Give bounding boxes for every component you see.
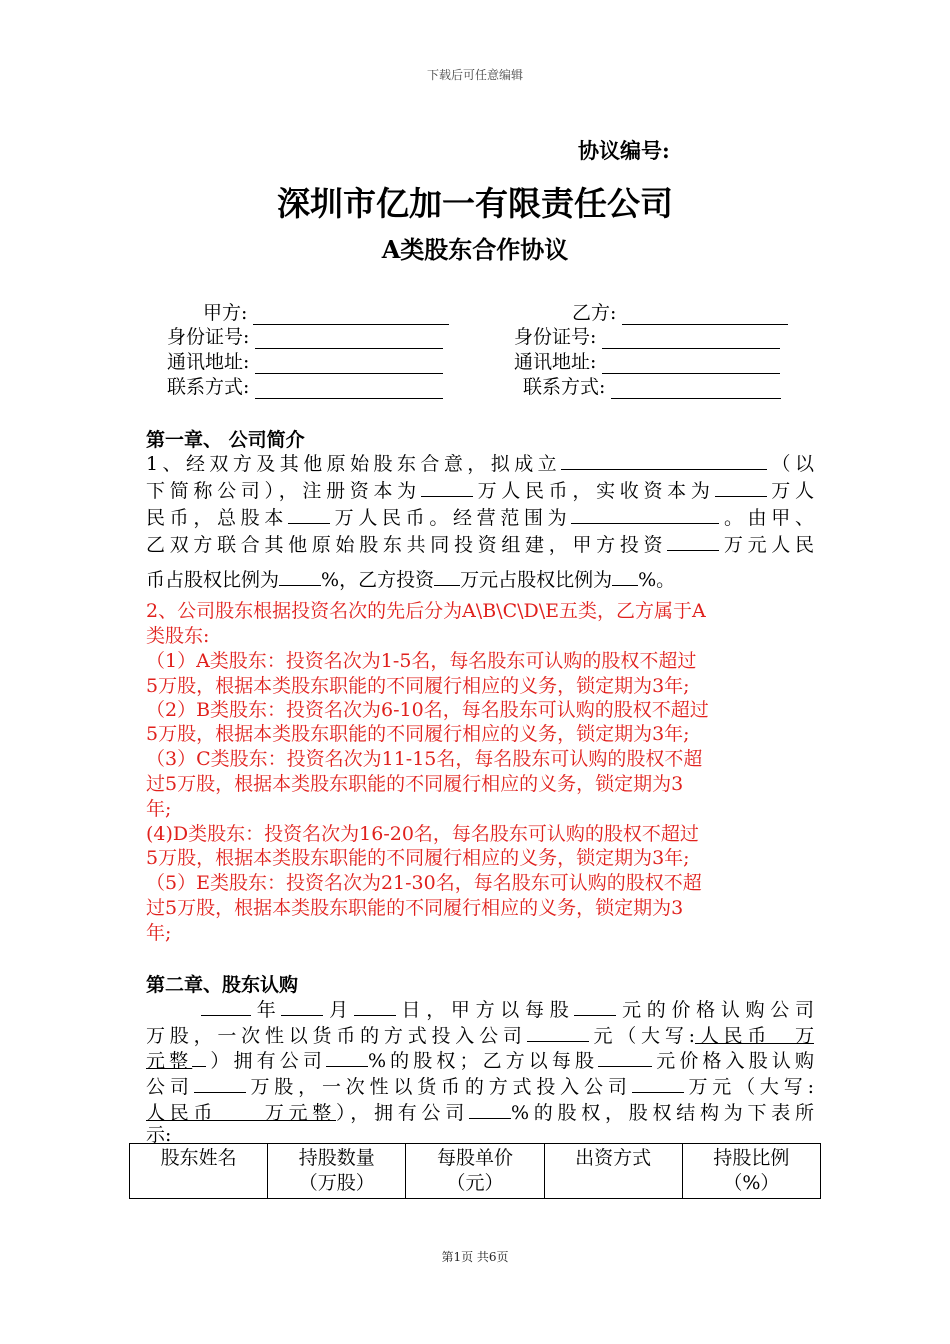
party-a-ratio-blank[interactable] [279, 565, 321, 586]
year-blank[interactable] [201, 995, 251, 1016]
company-name-blank[interactable] [561, 449, 767, 470]
party-b-id-row [514, 322, 780, 349]
party-b-price-blank[interactable] [598, 1046, 652, 1067]
party-a-investment-blank[interactable] [667, 530, 719, 551]
party-a-addr-row [167, 347, 443, 374]
chapter-1-para-1-line-4 [146, 530, 814, 559]
chapter-2-line-3 [146, 1046, 814, 1075]
text-run: 万股，一次性以货币的方式投入公司 [146, 1025, 527, 1047]
header-line: （元） [446, 1172, 504, 1194]
shareholder-class-line: （3）C类股东：投资名次为11-15名，每名股东可认购的股权不超 [146, 748, 703, 770]
text-run: 万人民币，实收资本为 [472, 480, 715, 502]
party-b-addr-row [514, 347, 780, 374]
shareholder-class-line: （2）B类股东：投资名次为6-10名，每名股东可认购的股权不超过 [146, 699, 709, 721]
party-a-addr-label: 通讯地址: [167, 351, 250, 373]
shareholder-class-line: 年; [146, 922, 172, 944]
header-line: 每股单价 [436, 1147, 513, 1169]
agreement-number-label: 协议编号: [578, 138, 670, 163]
table-header-cell [406, 1144, 544, 1199]
day-blank[interactable] [354, 995, 396, 1016]
text-run: 万元占股权比例为 [460, 569, 613, 591]
chapter-1-para-1-line-5 [146, 565, 814, 594]
party-b-amount-blank[interactable] [632, 1072, 684, 1093]
text-run: 月 [323, 999, 354, 1021]
text-run: %的股权；乙方以每股 [367, 1050, 599, 1072]
text-run: 万人 [766, 480, 814, 502]
party-a-contact-blank[interactable] [255, 378, 443, 399]
text-run: 。由甲、 [719, 507, 814, 529]
month-blank[interactable] [281, 995, 323, 1016]
shareholder-class-line: （1）A类股东：投资名次为1-5名，每名股东可认购的股权不超过 [146, 650, 697, 672]
table-header-cell [130, 1144, 268, 1199]
party-b-label: 乙方: [572, 302, 617, 324]
paid-capital-blank[interactable] [715, 476, 767, 497]
chapter-1-para-2-line-1: 2、公司股东根据投资名次的先后分为A\B\C\D\E五类，乙方属于A [146, 600, 706, 622]
party-a-contact-label: 联系方式: [167, 376, 250, 398]
chapter-2-heading: 第二章、股东认购 [146, 974, 299, 996]
shareholder-class-line: 年; [146, 798, 172, 820]
shareholder-class-line: （5）E类股东：投资名次为21-30名，每名股东可认购的股权不超 [146, 872, 702, 894]
total-shares-blank[interactable] [288, 503, 330, 524]
company-name: 深圳市亿加一有限责任公司 [277, 184, 673, 223]
text-run: 下简称公司），注册资本为 [146, 480, 421, 502]
party-a-row [203, 298, 449, 325]
text-run: 币占股权比例为 [146, 569, 280, 591]
party-a-contact-row [167, 372, 443, 399]
header-line: 持股比例 [713, 1147, 790, 1169]
page-header-note: 下载后可任意编辑 [426, 68, 523, 82]
party-a-addr-blank[interactable] [255, 353, 443, 374]
chapter-1-para-1-line-1 [146, 449, 814, 478]
table-header-cell [682, 1144, 820, 1199]
text-run: 万股，一次性以货币的方式投入公司 [245, 1076, 632, 1098]
text-run: 元整 [146, 1050, 193, 1072]
shareholder-class-line: 5万股，根据本类股东职能的不同履行相应的义务，锁定期为3年; [146, 847, 690, 869]
table-header-row [130, 1144, 821, 1199]
text-run: %，乙方投资 [321, 569, 435, 591]
chapter-2-line-1 [146, 995, 814, 1024]
text-run: 万人民币。经营范围为 [330, 507, 572, 529]
equity-structure-table [129, 1143, 821, 1199]
party-a-price-blank[interactable] [574, 995, 616, 1016]
page-footer: 第1页 共6页 [441, 1250, 509, 1264]
party-b-id-blank[interactable] [602, 328, 780, 349]
text-run: 乙双方联合其他原始股东共同投资组建，甲方投资 [146, 534, 668, 556]
party-b-percent-blank[interactable] [469, 1098, 511, 1119]
party-b-investment-blank[interactable] [434, 565, 460, 586]
text-run: 1、经双方及其他原始股东合意，拟成立 [146, 453, 562, 475]
text-run: 万元人民 [719, 534, 814, 556]
party-a-label: 甲方: [203, 302, 248, 324]
party-b-contact-row [523, 372, 781, 399]
text-run: 元价格入股认购 [652, 1050, 814, 1072]
text-run: 民币，总股本 [146, 507, 288, 529]
text-run: 人民币 万元整 [146, 1102, 336, 1124]
shareholder-class-line: 过5万股，根据本类股东职能的不同履行相应的义务，锁定期为3 [146, 773, 684, 795]
header-line: 出资方式 [575, 1147, 652, 1169]
text-run: ），拥有公司 [335, 1102, 469, 1124]
shareholder-class-line: 过5万股，根据本类股东职能的不同履行相应的义务，锁定期为3 [146, 897, 684, 919]
table-header-cell [268, 1144, 406, 1199]
party-b-ratio-blank[interactable] [612, 565, 638, 586]
text-run: 元（大写: [588, 1025, 696, 1047]
header-line: （%） [723, 1172, 780, 1194]
text-run: 日，甲方以每股 [395, 999, 575, 1021]
text-run: （以 [767, 453, 814, 475]
header-line: （万股） [298, 1172, 375, 1194]
text-run: 万元（大写: [683, 1076, 814, 1098]
text-run: 年 [251, 999, 282, 1021]
party-b-addr-blank[interactable] [602, 353, 780, 374]
chapter-2-line-6: 示: [146, 1124, 172, 1146]
shareholder-class-line: 5万股，根据本类股东职能的不同履行相应的义务，锁定期为3年; [146, 723, 690, 745]
table-header-cell [544, 1144, 682, 1199]
registered-capital-blank[interactable] [421, 476, 473, 497]
text-run: %的股权，股权结构为下表所 [510, 1102, 814, 1124]
chapter-1-para-1-line-2 [146, 476, 814, 505]
chapter-1-para-1-line-3 [146, 503, 814, 532]
party-a-amount-blank[interactable] [527, 1021, 589, 1042]
text-run: 元的价格认购公司 [616, 999, 814, 1021]
party-b-row [572, 298, 788, 325]
text-run: 人民币 万 [695, 1025, 814, 1047]
party-b-contact-label: 联系方式: [523, 376, 606, 398]
header-line: 持股数量 [298, 1147, 375, 1169]
document-title: A类股东合作协议 [381, 235, 569, 264]
text-run: %。 [638, 569, 676, 591]
party-a-id-blank[interactable] [255, 328, 443, 349]
party-b-contact-blank[interactable] [611, 378, 781, 399]
party-a-percent-blank[interactable] [326, 1046, 368, 1067]
party-b-addr-label: 通讯地址: [514, 351, 597, 373]
party-a-id-label: 身份证号: [167, 326, 250, 348]
party-b-id-label: 身份证号: [514, 326, 597, 348]
header-line: 股东姓名 [160, 1147, 237, 1169]
shareholder-class-line: (4)D类股东：投资名次为16-20名，每名股东可认购的股权不超过 [146, 823, 699, 845]
party-a-id-row [167, 322, 443, 349]
party-b-shares-blank[interactable] [194, 1072, 246, 1093]
shareholder-class-line: 5万股，根据本类股东职能的不同履行相应的义务，锁定期为3年; [146, 675, 690, 697]
chapter-1-heading: 第一章、 公司简介 [146, 429, 305, 451]
text-run: 公司 [146, 1076, 194, 1098]
amount-words-blank[interactable] [192, 1046, 206, 1067]
business-scope-blank[interactable] [571, 503, 719, 524]
text-run: ）拥有公司 [206, 1050, 326, 1072]
chapter-1-para-2-line-2: 类股东: [146, 625, 210, 647]
chapter-2-line-4 [146, 1072, 814, 1101]
